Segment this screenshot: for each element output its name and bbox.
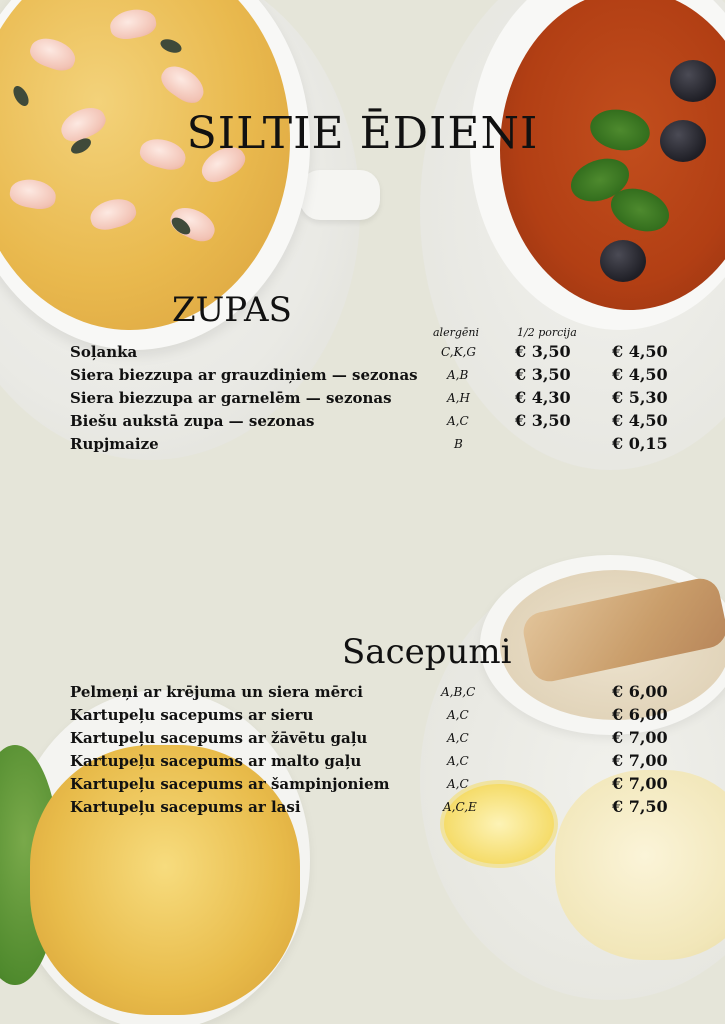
item-name: Kartupeļu sacepums ar šampinjoniem xyxy=(70,775,390,793)
menu-item xyxy=(70,775,680,797)
shrimp-image xyxy=(8,176,58,212)
item-price: € 4,50 xyxy=(612,342,668,361)
menu-item xyxy=(70,343,680,365)
menu-item xyxy=(70,729,680,751)
menu-item xyxy=(70,366,680,388)
item-allergens: A,B,C xyxy=(441,685,476,699)
item-price: € 7,00 xyxy=(612,774,668,793)
item-price: € 6,00 xyxy=(612,705,668,724)
menu-item xyxy=(70,412,680,434)
item-name: Siera biezzupa ar garnelēm — sezonas xyxy=(70,389,392,407)
item-allergens: B xyxy=(454,437,463,451)
page-title: SILTIE ĒDIENI xyxy=(186,108,539,159)
item-half-price: € 3,50 xyxy=(515,365,571,384)
item-half-price: € 3,50 xyxy=(515,342,571,361)
item-price: € 7,50 xyxy=(612,797,668,816)
item-half-price: € 4,30 xyxy=(515,388,571,407)
item-name: Kartupeļu sacepums ar malto gaļu xyxy=(70,752,362,770)
menu-item xyxy=(70,435,680,457)
soups-section-title: ZUPAS xyxy=(172,290,292,330)
item-price: € 5,30 xyxy=(612,388,668,407)
item-name: Kartupeļu sacepums ar sieru xyxy=(70,706,314,724)
pumpkin-seed-image xyxy=(10,83,31,108)
item-half-price: € 3,50 xyxy=(515,411,571,430)
shrimp-image xyxy=(156,59,210,108)
item-price: € 7,00 xyxy=(612,728,668,747)
olive-image xyxy=(600,240,646,282)
item-name: Pelmeņi ar krējuma un siera mērci xyxy=(70,683,363,701)
menu-item xyxy=(70,752,680,774)
allergens-column-header: alergēni xyxy=(433,326,479,339)
item-allergens: A,C xyxy=(447,708,469,722)
item-price: € 7,00 xyxy=(612,751,668,770)
item-price: € 0,15 xyxy=(612,434,668,453)
item-allergens: A,C xyxy=(447,414,469,428)
item-price: € 4,50 xyxy=(612,365,668,384)
item-price: € 6,00 xyxy=(612,682,668,701)
item-name: Biešu aukstā zupa — sezonas xyxy=(70,412,315,430)
shrimp-image xyxy=(27,33,80,75)
item-name: Kartupeļu sacepums ar žāvētu gaļu xyxy=(70,729,368,747)
menu-item xyxy=(70,706,680,728)
item-name: Siera biezzupa ar grauzdiņiem — sezonas xyxy=(70,366,418,384)
olive-image xyxy=(670,60,716,102)
item-price: € 4,50 xyxy=(612,411,668,430)
item-name: Soļanka xyxy=(70,343,138,361)
shrimp-image xyxy=(87,195,139,234)
cream-soup-cup-handle-image xyxy=(300,170,380,220)
item-allergens: C,K,G xyxy=(441,345,476,359)
item-allergens: A,C xyxy=(447,731,469,745)
item-name: Rupjmaize xyxy=(70,435,159,453)
casseroles-section-title: Sacepumi xyxy=(342,632,512,672)
menu-item xyxy=(70,683,680,705)
item-allergens: A,H xyxy=(447,391,470,405)
item-allergens: A,C,E xyxy=(443,800,477,814)
item-allergens: A,B xyxy=(447,368,469,382)
menu-item xyxy=(70,389,680,411)
menu-item xyxy=(70,798,680,820)
shrimp-image xyxy=(108,6,158,42)
item-name: Kartupeļu sacepums ar lasi xyxy=(70,798,301,816)
item-allergens: A,C xyxy=(447,754,469,768)
pumpkin-seed-image xyxy=(159,37,184,56)
half-portion-column-header: 1/2 porcija xyxy=(517,326,577,339)
item-allergens: A,C xyxy=(447,777,469,791)
